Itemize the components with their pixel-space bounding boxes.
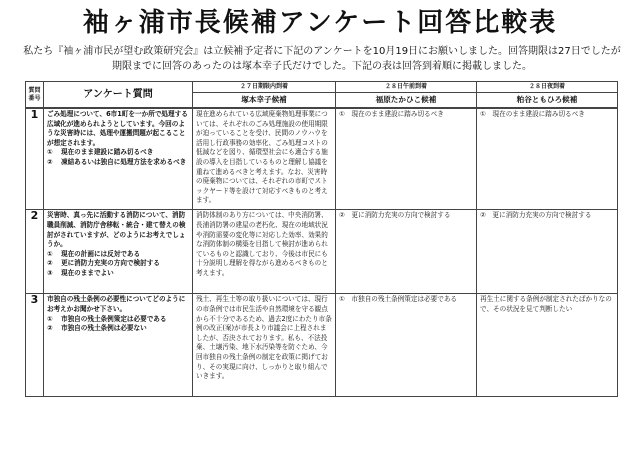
question-cell — [44, 210, 193, 294]
candidate-header: 福原たかひこ候補 — [336, 93, 477, 109]
question-option — [47, 259, 189, 269]
option-mark: ① — [47, 148, 53, 157]
page-title: 袖ヶ浦市長候補アンケート回答比較表 — [82, 8, 558, 38]
option-mark: ① — [47, 314, 53, 323]
answer-text: ① 市独自の残土条例策定は必要である — [339, 295, 458, 304]
answer-cell — [477, 210, 618, 294]
question-text: ごみ処理について、6市1町を一か所で処理する広域化が進められようとしています。今回のような災害時には、処理や運搬問題が起こることが想定されます。 — [47, 110, 188, 147]
candidate-header: 粕谷ともひろ候補 — [477, 93, 618, 109]
answer-text: ① 現在のまま建設に踏み切るべき — [339, 110, 444, 118]
answer-text: 残土、再生土等の取り扱いについては、現行の市条例では市民生活や自然環境を守る観点から不十分であるため、過去2度にわたり市条例の改正(案)が市長より市議会に上程されましたが、否決されております。私も、不法投棄、土壌汚染、地下水汚染等を防ぐため、今回市独自の残土条例の制定を政策に掲げており、その実現に向け、しっかりと取り組んでいきます。 — [196, 295, 332, 381]
candidate-header: 塚本幸子候補 — [193, 93, 336, 109]
option-mark: ② — [47, 324, 53, 333]
question-text: 市独自の残土条例の必要性についてどのようにお考えかお聞かせ下さい。 — [47, 295, 186, 314]
answer-cell — [336, 294, 477, 397]
answer-cell — [336, 210, 477, 294]
question-option — [47, 158, 189, 168]
option-label: 市独自の残土条例策定は必要である — [61, 314, 167, 323]
option-label: 市独自の残土条例は必要ない — [61, 324, 147, 333]
question-number: 3 — [26, 294, 44, 397]
question-option — [47, 148, 189, 158]
table-row — [26, 210, 618, 294]
answer-cell — [336, 108, 477, 210]
question-header: アンケート質問 — [44, 82, 193, 109]
option-label: 凍結あるいは独自に処理方法を求めるべき — [61, 157, 187, 166]
option-mark: ① — [47, 249, 53, 258]
question-cell — [44, 294, 193, 397]
option-mark: ② — [47, 259, 53, 268]
answer-text: ② 更に消防力充実の方向で検討する — [480, 211, 592, 220]
question-number: 1 — [26, 108, 44, 210]
intro-text: 私たち『袖ヶ浦市民が望む政策研究会』は立候補予定者に下記のアンケートを10月19日にお願いしました。回答期限は27日でしたが期限までに回答のあったのは塚本幸子氏だけでした。下記の表は回答到着順に掲載しました。 — [23, 46, 621, 72]
option-label: 現在の計画には反対である — [61, 249, 141, 258]
question-text: 災害時、真っ先に活動する消防について、消防職員削減、消防庁舎移転・統合・建て替えの検討がされていますが、どのようにお考えでしょうか。 — [47, 211, 186, 249]
option-mark: ③ — [47, 268, 53, 277]
table-row — [26, 294, 618, 397]
answer-text: ② 更に消防力充実の方向で検討する — [339, 211, 451, 220]
number-header: 質問番号 — [26, 82, 44, 109]
option-label: 現在のままでよい — [61, 268, 114, 277]
deadline-header: ２８日午前到着 — [336, 82, 477, 93]
deadline-header: ２７日期限内到着 — [193, 82, 336, 93]
comparison-table — [25, 81, 618, 397]
answer-cell — [193, 108, 336, 210]
question-number: 2 — [26, 210, 44, 294]
option-mark: ② — [47, 157, 53, 166]
question-cell — [44, 108, 193, 210]
question-option — [47, 250, 189, 260]
answer-cell — [477, 294, 618, 397]
deadline-header: ２８日夜到着 — [477, 82, 618, 93]
answer-cell — [193, 210, 336, 294]
answer-cell — [193, 294, 336, 397]
option-label: 更に消防力充実の方向で検討する — [61, 259, 160, 268]
option-label: 現在のまま建設に踏み切るべき — [61, 148, 154, 157]
answer-cell — [477, 108, 618, 210]
answer-text: ① 現在のまま建設に踏み切るべき — [480, 110, 585, 118]
question-option — [47, 324, 189, 334]
answer-text: 現在進められている広域廃棄物処理事業については、それぞれのごみ処理施設の使用期限が迫っていることを受け、民間のノウハウを活用し行政事務の効率化、ごみ処理コストの低減などを図り、循環型社会にも適合する施設の導入を目指しているものと理解し協議を重ねて進めるべきと考えます。なお、災害時の廃棄物については、それぞれの市町でストックヤード等を設けて対応すべきものと考えます。 — [196, 110, 328, 205]
question-option — [47, 315, 189, 325]
answer-text: 再生土に関する条例が制定されたばかりなので、その状況を見て判断したい — [480, 295, 612, 314]
question-option — [47, 269, 189, 279]
answer-text: 消防体制のあり方については、中央消防署、長浦消防署の建屋の老朽化、現在の地域状況や消防需要の変化等に対応した効率、効果的な消防体制の構築を目指して検討が進められているものと認識しており、今後は市民にも十分説明し理解を得ながら進めるべきものと考えます。 — [196, 211, 328, 277]
table-row — [26, 108, 618, 210]
